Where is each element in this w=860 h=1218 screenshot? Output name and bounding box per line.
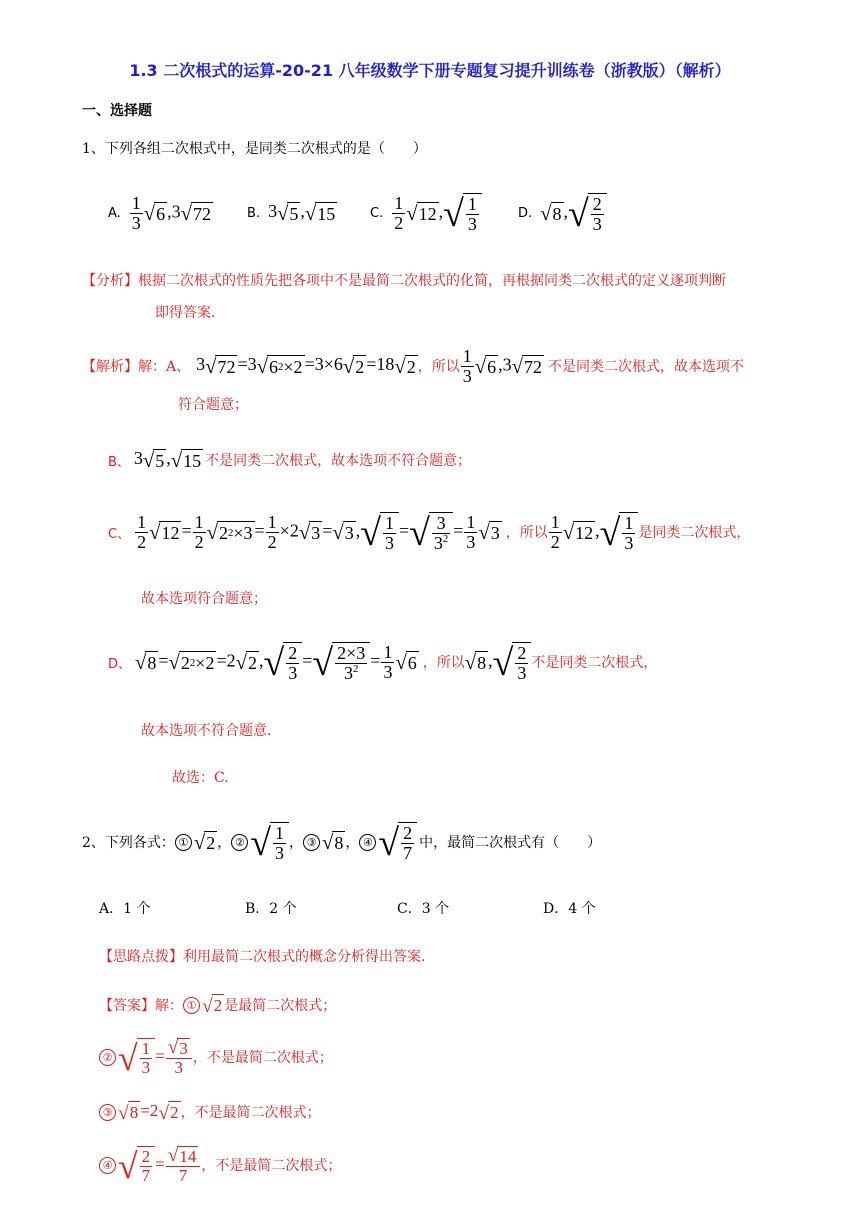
q2-answer-1: 【答案】 解： ① √ 2 是最简二次根式； <box>99 995 337 1017</box>
q2-stem: 2、下列各式： ① √ 2 ， ② √ $\frac{1}{3}$ ， ③ √ 8 ， ④ √ $\frac{2}{7}$ 中，最简二次根式有（ ） <box>82 822 602 865</box>
option-label: D. <box>518 205 533 221</box>
analysis-tag: 【分析】 <box>82 273 138 289</box>
q1-solution-c: C、 $\frac{1}{2}$ √ 12 = $\frac{1}{2}$ √ 2 2 ×3 = $\frac{1}{2}$ ×2 √ 3 = √ 3 , √ $\frac{1}{3}$ = √ $\frac{3}{3^2}$ = $\frac{1}{3}$ √ 3 ，所以 $\frac{1}{2}$ √ 12 , √ $\frac{1}{3}$ 是同类二次根式， <box>108 511 751 555</box>
circle-number-3: ③ <box>303 834 320 851</box>
option-label: B. <box>247 205 261 221</box>
analysis-text: 根据二次根式的性质先把各项中不是最简二次根式的化简，再根据同类二次根式的定义逐项判断 <box>138 273 726 289</box>
q1-solution-d: D、 √ 8 = √ 2 2 ×2 =2 √ 2 , √ $\frac{2}{3}$ = √ $\frac{2\times 3}{3^2}$ = $\frac{1}{3}$ √ 6 ，所以 √ 8 , √ $\frac{2}{3}$ 不是同类二次根式， <box>108 641 658 685</box>
solution-tag: 【解析】 <box>82 359 138 375</box>
section-heading: 一、选择题 <box>82 103 152 119</box>
q1-solution-a-line2: 符合题意； <box>178 397 248 413</box>
q1-option-c-expr: $\frac{1}{2}$ √ 12 , √ $\frac{1}{3}$ <box>391 193 482 234</box>
q2-expr4: √ $\frac{2}{7}$ <box>378 822 417 863</box>
circle-number-4: ④ <box>359 834 376 851</box>
sol-c-expr1: $\frac{1}{2}$ √ 12 = $\frac{1}{2}$ √ 2 2 ×3 = $\frac{1}{2}$ ×2 √ 3 = √ 3 , √ $\frac{1}{3}$ = √ $\frac{3}{3^2}$ = $\frac{1}{3}$ √ 3 <box>137 511 500 555</box>
circle-number-1: ① <box>175 834 192 851</box>
q1-option-a <box>108 190 213 236</box>
q2-answer-3: ③ √ 8 =2 √ 2 ，不是最简二次根式； <box>99 1099 321 1125</box>
q1-option-b-expr: 3 √ 5 , √ 15 <box>268 201 336 225</box>
q2-hint <box>99 946 425 966</box>
option-label: C. <box>370 205 384 221</box>
q1-analysis <box>82 270 726 290</box>
q1-stem: 1、下列各组二次根式中，是同类二次根式的是（ ） <box>82 141 427 157</box>
q1-analysis-line2: 即得答案. <box>155 305 216 321</box>
sol-b-expr: 3 √ 5 , √ 15 <box>133 448 202 472</box>
hint-text: 利用最简二次根式的概念分析得出答案. <box>183 949 426 965</box>
q2-option-b: B．2 个 <box>245 901 297 917</box>
q2-answer-2: ② √ $\frac{1}{3}$ = √ 3 3 ，不是最简二次根式； <box>99 1034 333 1080</box>
sol-d-expr2: √ 8 , √ $\frac{2}{3}$ <box>465 642 532 683</box>
q1-solution-c-line2: 故本选项符合题意； <box>141 591 267 607</box>
sol-c-expr2: $\frac{1}{2}$ √ 12 , √ $\frac{1}{3}$ <box>548 512 639 553</box>
sol-a-expr1: 3 √ 72 =3 √ 6 2 ×2 =3×6 √ 2 =18 √ 2 <box>196 354 416 378</box>
q2-expr1: √ 2 <box>193 831 216 854</box>
q1-option-d <box>518 190 607 236</box>
q2-answer-4: ④ √ $\frac{2}{7}$ = √ 14 7 ，不是最简二次根式； <box>99 1142 341 1188</box>
q2-expr2: √ $\frac{1}{3}$ <box>250 822 289 863</box>
q1-option-d-expr: √ 8 , √ $\frac{2}{3}$ <box>540 193 607 234</box>
q1-option-a-expr: $\frac{1}{3}$ √ 6 ,3 √ 72 <box>131 192 212 233</box>
sol-a-expr2: $\frac{1}{3}$ √ 6 ,3 √ 72 <box>462 345 542 386</box>
q1-solution-b: B、 3 √ 5 , √ 15 不是同类二次根式，故本选项不符合题意； <box>108 448 472 472</box>
answer-tag: 【答案】 <box>99 998 155 1014</box>
q1-option-b <box>247 190 337 236</box>
q1-answer: 故选：C. <box>172 770 229 786</box>
q1-solution-a: 【解析】 解：A、 3 √ 72 =3 √ 6 2 ×2 =3×6 √ 2 =18 √ 2 ，所以 $\frac{1}{3}$ √ 6 ,3 √ 72 不是同类二次根式，故本选项不 <box>82 345 744 386</box>
q2-option-c: C．3 个 <box>397 901 450 917</box>
q2-option-a: A．1 个 <box>99 901 151 917</box>
option-label: A. <box>108 205 121 221</box>
sol-d-expr1: √ 8 = √ 2 2 ×2 =2 √ 2 , √ $\frac{2}{3}$ = √ $\frac{2\times 3}{3^2}$ = $\frac{1}{3}$ √ 6 <box>135 641 417 685</box>
q1-solution-d-line2: 故本选项不符合题意. <box>141 723 272 739</box>
page-title: 1.3 二次根式的运算-20-21 八年级数学下册专题复习提升训练卷（浙教版）（解析） <box>129 61 731 80</box>
circle-number-2: ② <box>231 834 248 851</box>
q2-option-d: D．4 个 <box>543 901 596 917</box>
q1-option-c <box>370 190 482 236</box>
hint-tag: 【思路点拨】 <box>99 949 183 965</box>
q2-expr3: √ 8 <box>322 831 344 854</box>
